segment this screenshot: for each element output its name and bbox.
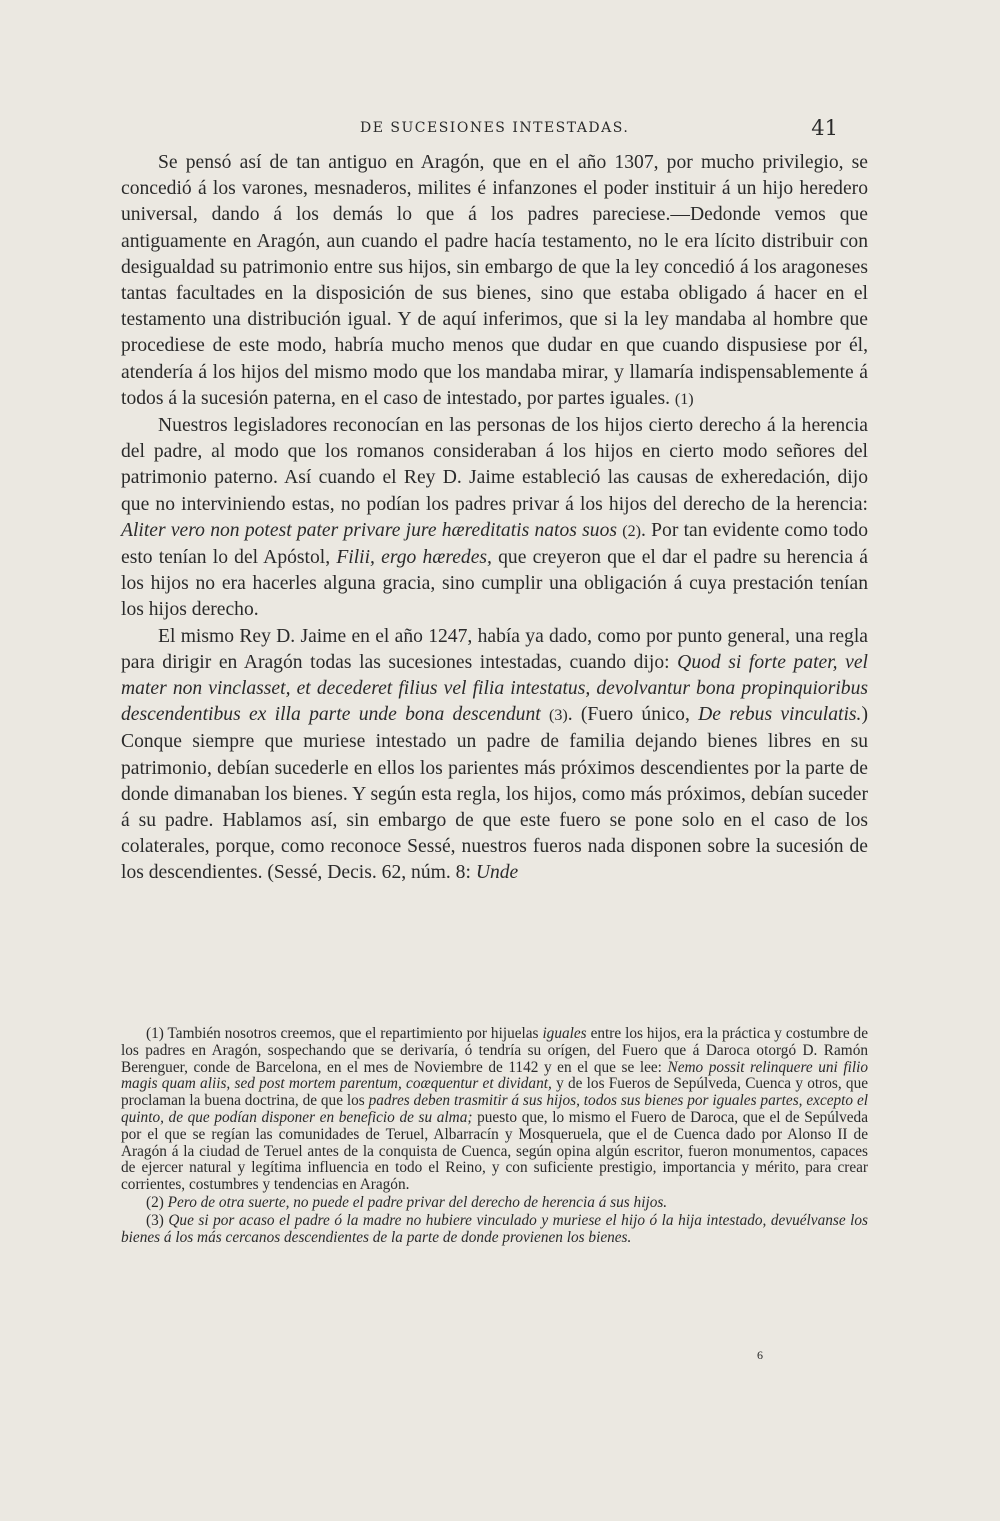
- footnote-1-italic-b: Nemo possit relinquere uni filio magis quam aliis, sed post mortem parentum, coæquentur et dividant,: [121, 1058, 869, 1093]
- paragraph-3: [121, 624, 868, 887]
- signature-mark: 6: [757, 1348, 763, 1362]
- footnote-1: [121, 1026, 868, 1194]
- paragraph-3-text-b: . (Fuero único,: [567, 704, 690, 726]
- footnote-ref-2: (2): [622, 522, 641, 540]
- paragraph-3-text-a: El mismo Rey D. Jaime en el año 1247, había ya dado, como por punto general, una regla para dirigir en Aragón todas las sucesiones intestadas, cuando dijo:: [121, 625, 868, 673]
- page-header: [120, 116, 870, 146]
- paragraph-3-fuero-title: De rebus vinculatis.: [698, 704, 862, 726]
- footnotes: [121, 1026, 868, 1246]
- paragraph-2-latin-quote: Aliter vero non potest pater privare jure hæreditatis natos suos: [121, 519, 617, 541]
- footnote-1-mark: (1): [146, 1025, 164, 1042]
- paragraph-2-text-a: Nuestros legisladores reconocían en las personas de los hijos cierto derecho á la herencia del padre, al modo que los romanos consideraban á los hijos en cierto modo señores del patrimonio paterno. Así cuando el Rey D. Jaime estableció las causas de exheredación, dijo que no interviniendo estas, no podían los padres privar á los hijos del derecho de la herencia:: [121, 415, 868, 515]
- main-text: [121, 150, 868, 887]
- paragraph-3-latin-quote: Quod si forte pater, vel mater non vinclasset, et decederet filius vel filia intestatus, devolvantur bona propinquioribus descendentibus ex illa parte unde bona descendunt: [121, 651, 868, 726]
- footnote-3: [121, 1213, 868, 1247]
- footnote-2: [121, 1195, 868, 1212]
- footnote-2-text: Pero de otra suerte, no puede el padre privar del derecho de herencia á sus hijos.: [167, 1193, 668, 1211]
- footnote-ref-3: (3): [548, 707, 568, 725]
- footnote-ref-1: (1): [674, 390, 694, 408]
- paragraph-2: [121, 413, 868, 624]
- paragraph-2-text-c: que creyeron que el dar el padre su herencia á los hijos no era hacerles alguna gracia, sino cumplir una obligación á cuya prestación tenían los hijos derecho.: [121, 547, 868, 621]
- paragraph-2-latin-phrase: Filii, ergo hæredes,: [336, 547, 492, 569]
- paragraph-3-text-c: ) Conque siempre que muriese intestado un padre de familia dejando bienes libres en su patrimonio, debían sucederle en ellos los parientes más próximos descendientes por la parte de donde dimanaban los bienes. Y según esta regla, los hijos, como más próximos, debían suceder á su padre. Hablamos así, sin embargo de que este fuero se pone solo en el caso de los colaterales, porque, como reconoce Sessé, nuestros fueros nada disponen sobre la sucesión de los descendientes. (Sessé, Decis. 62, núm. 8:: [121, 704, 868, 884]
- running-title: DE SUCESIONES INTESTADAS.: [360, 120, 630, 136]
- footnote-1-italic-a: iguales: [542, 1025, 587, 1042]
- footnote-1-text-a: También nosotros creemos, que el repartimiento por hijuelas: [167, 1025, 539, 1042]
- footnote-1-text-d: puesto que, lo mismo el Fuero de Daroca, que el de Sepúlveda por el que se regían las comunidades de Teruel, Albarracín y Mosqueruela, que el de Cuenca dado por Alonso II de Aragón á la ciudad de Teruel antes de la conquista de Cuenca, según opina algún escritor, fueron monumentos, capaces de ejercer natural y legítima influencia en todo el Reino, y con suficiente prestigio, importancia y mérito, para crear corrientes, costumbres y tendencias en Aragón.: [121, 1108, 868, 1194]
- footnote-1-italic-c: padres deben trasmitir á sus hijos, todos sus bienes por iguales partes, excepto el quinto, de que podían disponer en beneficio de su alma;: [121, 1092, 868, 1126]
- footnote-1-text-b: entre los hijos, era la práctica y costumbre de los padres en Aragón, sospechando que se derivaría, ó tendría su orígen, del Fuero que á Daroca otorgó D. Ramón Berenguer, conde de Barcelona, en el mes de Noviembre de 1142 y en el que se lee:: [121, 1025, 868, 1076]
- paragraph-2-text-b: . Por tan evidente como todo esto tenían lo del Apóstol,: [121, 519, 868, 569]
- footnote-1-text-c: y de los Fueros de Sepúlveda, Cuenca y otros, que proclaman la buena doctrina, de que los: [121, 1075, 869, 1110]
- page-number: 41: [811, 116, 838, 140]
- footnote-3-text: Que si por acaso el padre ó la madre no hubiere vinculado y muriese el hijo ó la hija intestado, devuélvanse los bienes á los más cercanos descendientes de la parte de donde provienen los bienes.: [121, 1211, 868, 1246]
- footnote-3-mark: (3): [146, 1211, 164, 1229]
- paragraph-1: [121, 150, 868, 413]
- paragraph-3-latin-tail: Unde: [475, 862, 519, 884]
- paragraph-1-text: Se pensó así de tan antiguo en Aragón, que en el año 1307, por mucho privilegio, se concedió á los varones, mesnaderos, milites é infanzones el poder instituir á un hijo heredero universal, dando á los demás lo que á los padres pareciese.—Dedonde vemos que antiguamente en Aragón, aun cuando el padre hacía testamento, no le era lícito distribuir con desigualdad su patrimonio entre sus hijos, sin embargo de que la ley concedió á los aragoneses tantas facultades en la disposición de sus bienes, sino que estaba obligado á hacer en el testamento una distribución igual. Y de aquí inferimos, que si la ley mandaba al hombre que procediese de este modo, habría mucho menos que dudar en que cuando dispusiese por él, atendería á los hijos del mismo modo que los mandaba mirar, y llamaría indispensablemente á todos á la sucesión paterna, en el caso de intestado, por partes iguales.: [121, 152, 868, 409]
- footnote-2-mark: (2): [146, 1193, 164, 1211]
